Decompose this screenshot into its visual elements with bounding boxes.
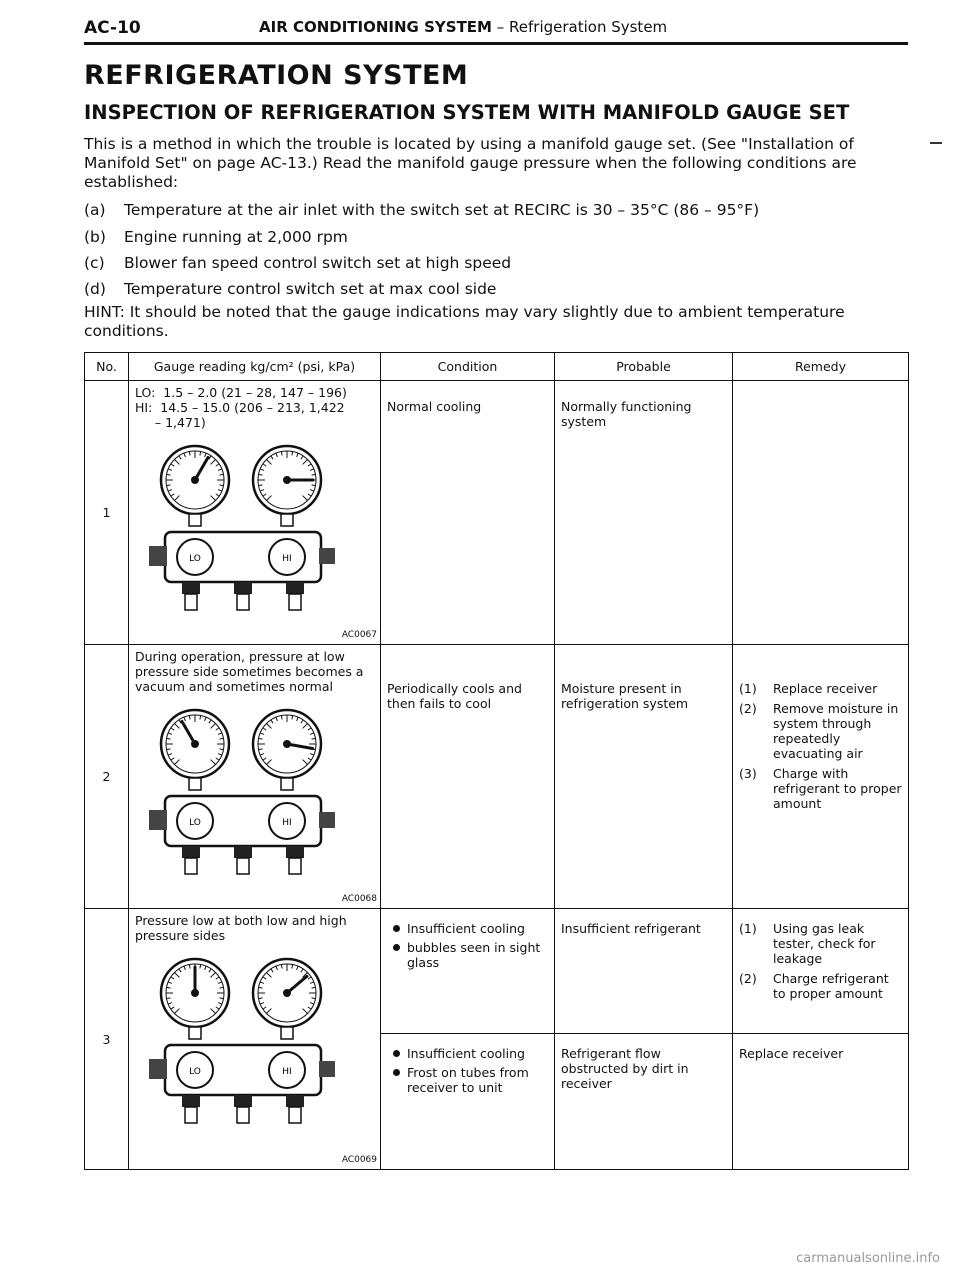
lo-label: LO	[189, 1067, 201, 1077]
manifold-gauge-illustration	[147, 700, 343, 876]
remedy-step: (2) Remove moisture in system through repeatedly evacuating air	[739, 701, 899, 761]
low-pressure-gauge	[161, 710, 229, 790]
table-row	[85, 909, 909, 1034]
figure-reference: AC0068	[341, 894, 377, 904]
condition-c: (c) Blower fan speed control switch set at high speed	[84, 254, 512, 272]
hose-fitting	[234, 1095, 252, 1123]
manifold-body	[149, 1045, 335, 1095]
manifold-gauge-illustration	[147, 436, 343, 612]
hose-fitting	[234, 846, 252, 874]
manifold-body	[149, 532, 335, 582]
running-title	[259, 18, 667, 36]
probable-cell: Refrigerant flow obstructed by dirt in receiver	[555, 1034, 733, 1170]
hose-fitting	[286, 582, 304, 610]
condition-item: bubbles seen in sight glass	[393, 940, 548, 970]
remedy-step: (1) Replace receiver	[739, 681, 878, 696]
condition-d: (d) Temperature control switch set at max cool side	[84, 280, 497, 298]
header-condition: Condition	[381, 353, 555, 381]
row-number: 1	[85, 381, 129, 645]
header-probable: Probable	[555, 353, 733, 381]
lo-label: LO	[189, 554, 201, 564]
probable-cell: Insufficient refrigerant	[555, 909, 733, 1034]
page-number: AC-10	[84, 18, 141, 38]
condition-item: Insufficient cooling	[393, 1046, 548, 1061]
page-header	[84, 18, 908, 40]
high-pressure-gauge	[253, 710, 321, 790]
page-subtitle: INSPECTION OF REFRIGERATION SYSTEM WITH MANIFOLD GAUGE SET	[84, 101, 850, 124]
probable-cell: Moisture present in refrigeration system	[555, 645, 733, 909]
section-title: AIR CONDITIONING SYSTEM	[259, 18, 492, 36]
hi-label: HI	[282, 1067, 292, 1077]
hi-label: HI	[282, 554, 292, 564]
table-header-row	[85, 353, 909, 381]
condition-b: (b) Engine running at 2,000 rpm	[84, 228, 348, 246]
remedy-cell	[733, 645, 909, 909]
manifold-body	[149, 796, 335, 846]
condition-cell: Periodically cools and then fails to cool	[381, 645, 555, 909]
diagnosis-table	[84, 352, 909, 1170]
hint-paragraph: HINT: It should be noted that the gauge indications may vary slightly due to ambient temperature conditions.	[84, 303, 845, 340]
table-row	[85, 645, 909, 909]
condition-cell	[381, 1034, 555, 1170]
gauge-reading-cell	[129, 909, 381, 1170]
hose-fitting	[182, 846, 200, 874]
remedy-step: (1) Using gas leak tester, check for leakage	[739, 921, 876, 966]
condition-cell	[381, 909, 555, 1034]
condition-a: (a) Temperature at the air inlet with the switch set at RECIRC is 30 – 35°C (86 – 95°F)	[84, 201, 760, 219]
subsection-title: – Refrigeration System	[496, 18, 668, 36]
table-row	[85, 381, 909, 645]
hose-fitting	[182, 582, 200, 610]
high-pressure-gauge	[253, 446, 321, 526]
gauge-reading-text: During operation, pressure at low pressure side sometimes becomes a vacuum and sometimes normal	[135, 649, 364, 694]
low-pressure-gauge	[161, 959, 229, 1039]
lo-label: LO	[189, 818, 201, 828]
hose-fitting	[286, 846, 304, 874]
gauge-reading-text: LO: 1.5 – 2.0 (21 – 28, 147 – 196) HI: 14.5 – 15.0 (206 – 213, 1,422 – 1,471)	[135, 385, 347, 430]
remedy-step: (3) Charge with refrigerant to proper amount	[739, 766, 902, 811]
header-rule	[84, 42, 908, 45]
condition-item: Insufficient cooling	[393, 921, 548, 936]
hi-label: HI	[282, 818, 292, 828]
header-gauge: Gauge reading kg/cm² (psi, kPa)	[129, 353, 381, 381]
low-pressure-gauge	[161, 446, 229, 526]
intro-paragraph: This is a method in which the trouble is located by using a manifold gauge set. (See "Installation of Manifold Set" on page AC-13.) Read the manifold gauge pressure when the following conditions are established:	[84, 135, 857, 191]
page-title: REFRIGERATION SYSTEM	[84, 60, 469, 91]
condition-item: Frost on tubes from receiver to unit	[393, 1065, 548, 1095]
gauge-reading-cell	[129, 381, 381, 645]
remedy-cell	[733, 909, 909, 1034]
margin-mark	[930, 142, 942, 144]
hose-fitting	[182, 1095, 200, 1123]
remedy-step: (2) Charge refrigerant to proper amount	[739, 971, 889, 1001]
condition-cell: Normal cooling	[381, 381, 555, 645]
header-no: No.	[85, 353, 129, 381]
header-remedy: Remedy	[733, 353, 909, 381]
gauge-reading-cell	[129, 645, 381, 909]
row-number: 3	[85, 909, 129, 1170]
hose-fitting	[286, 1095, 304, 1123]
manifold-gauge-illustration	[147, 949, 343, 1125]
probable-cell: Normally functioning system	[555, 381, 733, 645]
high-pressure-gauge	[253, 959, 321, 1039]
gauge-reading-text: Pressure low at both low and high pressure sides	[135, 913, 347, 943]
remedy-cell	[733, 381, 909, 645]
figure-reference: AC0069	[341, 1155, 377, 1165]
figure-reference: AC0067	[341, 630, 377, 640]
watermark: carmanualsonline.info	[796, 1251, 940, 1266]
remedy-cell: Replace receiver	[733, 1034, 909, 1170]
row-number: 2	[85, 645, 129, 909]
hose-fitting	[234, 582, 252, 610]
